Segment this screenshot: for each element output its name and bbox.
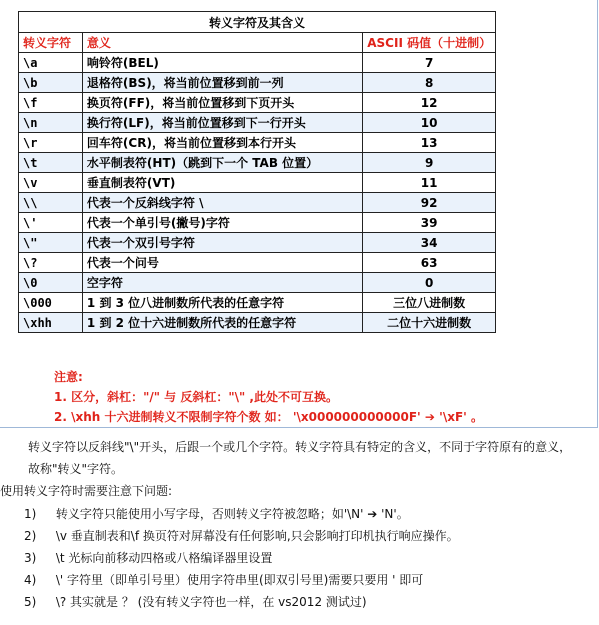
list-number: 4) (24, 573, 37, 587)
cell-ascii: 9 (363, 153, 496, 173)
cell-meaning: 退格符(BS)，将当前位置移到前一列 (82, 73, 362, 93)
table-row (19, 273, 496, 293)
cell-ascii: 12 (363, 93, 496, 113)
cell-escape: \000 (19, 293, 83, 313)
list-number: 3) (24, 551, 37, 565)
table-row (19, 233, 496, 253)
cell-escape: \0 (19, 273, 83, 293)
cell-escape: \\ (19, 193, 83, 213)
cell-meaning: 水平制表符(HT)（跳到下一个 TAB 位置） (82, 153, 362, 173)
note-line-2-text: 2. \xhh 十六进制转义不限制字符个数 如： '\x000000000000F' (54, 410, 421, 424)
table-row (19, 213, 496, 233)
cell-meaning: 回车符(CR)，将当前位置移到本行开头 (82, 133, 362, 153)
table-row (19, 173, 496, 193)
cell-escape: \xhh (19, 313, 83, 333)
cell-escape: \r (19, 133, 83, 153)
list-number: 5) (24, 595, 37, 609)
cell-escape: \? (19, 253, 83, 273)
table-row (19, 113, 496, 133)
cell-ascii: 92 (363, 193, 496, 213)
list-text: 转义字符只能使用小写字母，否则转义字符被忽略；如'\N' ➔ 'N'。 (55, 507, 409, 521)
cell-ascii: 63 (363, 253, 496, 273)
cell-escape: \v (19, 173, 83, 193)
cell-meaning: 代表一个双引号字符 (82, 233, 362, 253)
paragraph-line-1: 转义字符以反斜线"\"开头，后跟一个或几个字符。转义字符具有特定的含义，不同于字符原有的意义， (28, 440, 572, 454)
table-row (19, 133, 496, 153)
paragraph-line-3: 使用转义字符时需要注意下问题: (0, 484, 173, 498)
list-item (24, 571, 423, 588)
list-item (24, 527, 459, 544)
list-text: \' 字符里（即单引号里）使用字符串里(即双引号里)需要只要用 ' 即可 (55, 573, 424, 587)
cell-meaning: 代表一个反斜线字符 \ (82, 193, 362, 213)
header-escape: 转义字符 (19, 33, 83, 53)
cell-escape: \a (19, 53, 83, 73)
table-row (19, 313, 496, 333)
table-row (19, 293, 496, 313)
cell-ascii: 三位八进制数 (363, 293, 496, 313)
cell-escape: \f (19, 93, 83, 113)
table-row (19, 253, 496, 273)
cell-meaning: 换页符(FF)，将当前位置移到下页开头 (82, 93, 362, 113)
cell-ascii: 0 (363, 273, 496, 293)
cell-escape: \b (19, 73, 83, 93)
cell-ascii: 7 (363, 53, 496, 73)
list-item (24, 505, 409, 522)
list-text: \v 垂直制表和\f 换页符对屏幕没有任何影响,只会影响打印机执行响应操作。 (55, 529, 459, 543)
note-line-2-result: '\xF' 。 (439, 410, 483, 424)
list-text: \? 其实就是 ？ (没有转义字符也一样，在 vs2012 测试过) (55, 595, 367, 609)
cell-meaning: 空字符 (82, 273, 362, 293)
cell-meaning: 代表一个单引号(撇号)字符 (82, 213, 362, 233)
table-row (19, 53, 496, 73)
table-row (19, 193, 496, 213)
cell-escape: \" (19, 233, 83, 253)
cell-meaning: 垂直制表符(VT) (82, 173, 362, 193)
cell-escape: \' (19, 213, 83, 233)
cell-escape: \t (19, 153, 83, 173)
cell-ascii: 39 (363, 213, 496, 233)
cell-meaning: 代表一个问号 (82, 253, 362, 273)
table-row (19, 93, 496, 113)
cell-ascii: 34 (363, 233, 496, 253)
cell-meaning: 1 到 2 位十六进制数所代表的任意字符 (82, 313, 362, 333)
header-meaning: 意义 (82, 33, 362, 53)
list-item (24, 593, 367, 610)
cell-ascii: 二位十六进制数 (363, 313, 496, 333)
table-row (19, 153, 496, 173)
list-text: \t 光标向前移动四格或八格编译器里设置 (55, 551, 273, 565)
cell-meaning: 响铃符(BEL) (82, 53, 362, 73)
note-line-1: 1. 区分，斜杠："/" 与 反斜杠："\" ,此处不可互换。 (54, 390, 338, 404)
list-number: 1) (24, 507, 37, 521)
header-ascii: ASCII 码值（十进制） (363, 33, 496, 53)
cell-meaning: 1 到 3 位八进制数所代表的任意字符 (82, 293, 362, 313)
escape-table (18, 11, 496, 333)
cell-ascii: 11 (363, 173, 496, 193)
cell-ascii: 10 (363, 113, 496, 133)
list-item (24, 549, 272, 566)
table-title: 转义字符及其含义 (19, 12, 496, 33)
table-row (19, 73, 496, 93)
note-label: 注意: (54, 370, 83, 384)
cell-ascii: 8 (363, 73, 496, 93)
cell-ascii: 13 (363, 133, 496, 153)
note-line-2 (54, 408, 483, 425)
cell-escape: \n (19, 113, 83, 133)
paragraph-line-2: 故称"转义"字符。 (28, 462, 124, 476)
cell-meaning: 换行符(LF)，将当前位置移到下一行开头 (82, 113, 362, 133)
list-number: 2) (24, 529, 37, 543)
arrow-right-icon: ➔ (424, 410, 435, 424)
